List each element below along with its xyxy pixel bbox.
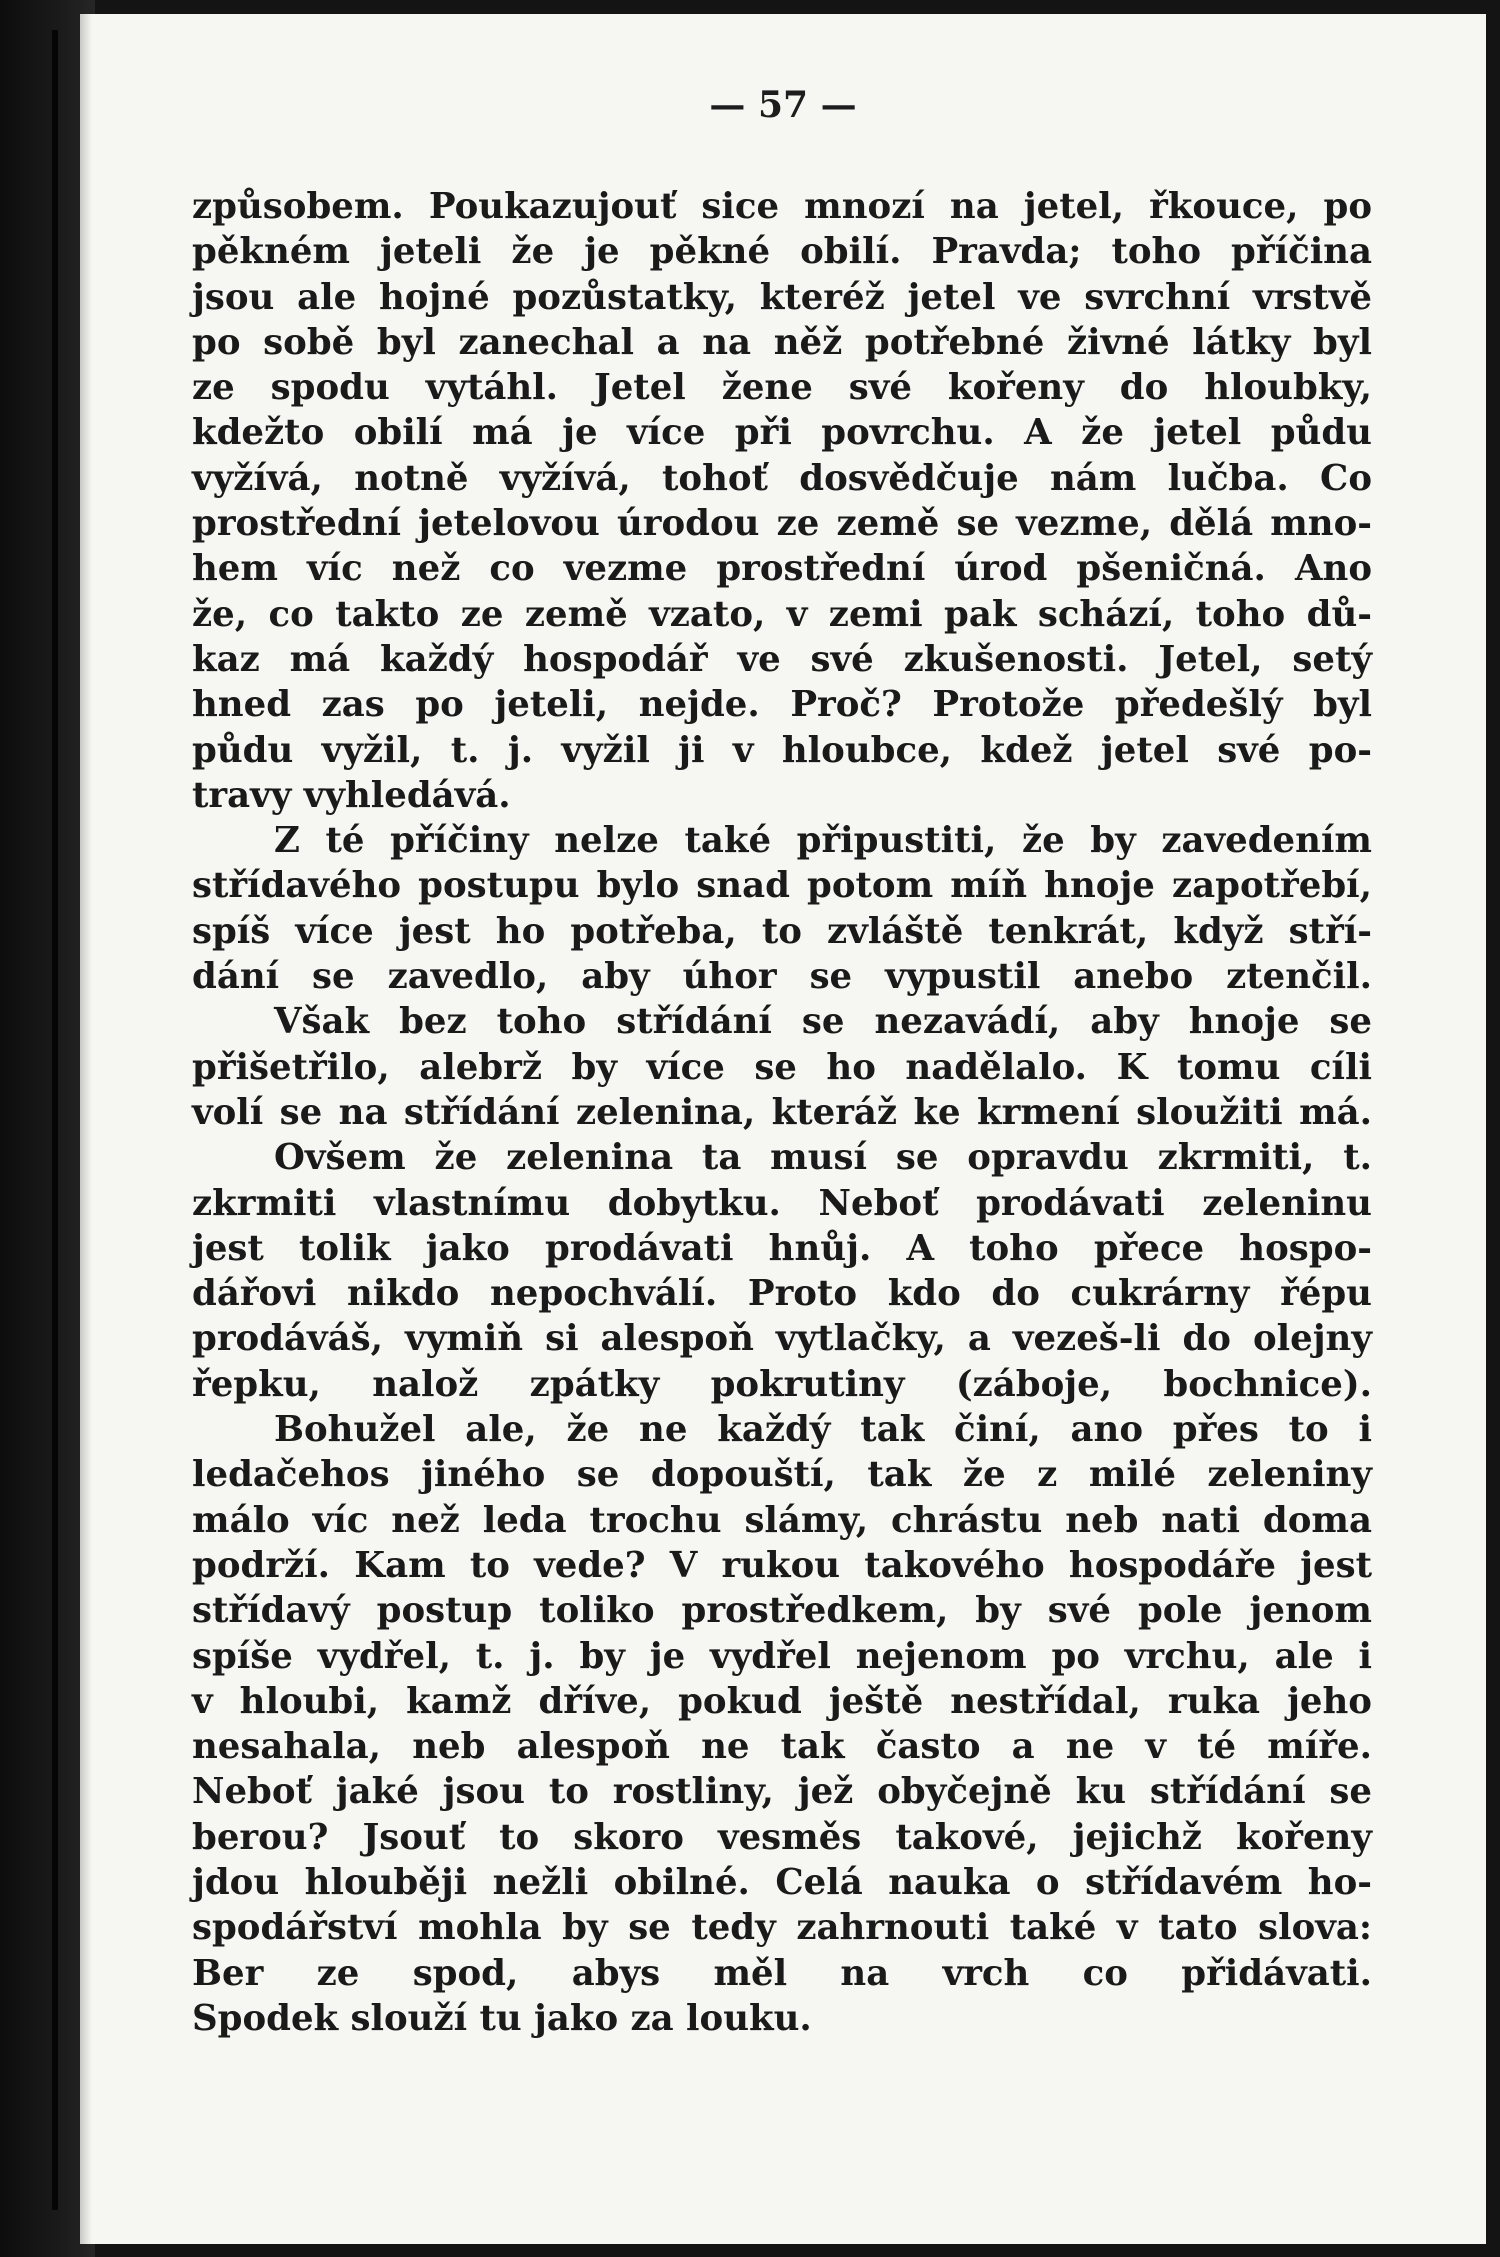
text-line: spodářství mohla by se tedy zahrnouti také v tato slova: (192, 1907, 1372, 1949)
text-line: travy vyhledává. (192, 774, 511, 816)
text-line: kdežto obilí má je více při povrchu. A že jetel půdu (192, 412, 1372, 454)
text-line: prostřední jetelovou úrodou ze země se vezme, dělá mno- (192, 503, 1372, 545)
text-line: jsou ale hojné pozůstatky, kteréž jetel ve svrchní vrstvě (192, 276, 1372, 318)
text-line: podrží. Kam to vede? V rukou takového hospodáře jest (192, 1544, 1372, 1586)
text-line: málo víc než leda trochu slámy, chrástu neb nati doma (192, 1499, 1372, 1541)
text-line: vyžívá, notně vyžívá, tohoť dosvědčuje nám lučba. Co (192, 457, 1372, 499)
text-line: spíš více jest ho potřeba, to zvláště tenkrát, když stří- (192, 910, 1372, 952)
text-line: ze spodu vytáhl. Jetel žene své kořeny do hloubky, (192, 367, 1372, 409)
paragraph (192, 818, 1372, 863)
text-line: přišetřilo, alebrž by více se ho nadělalo. K tomu cíli (192, 1046, 1372, 1088)
text-line: Z té příčiny nelze také připustiti, že by zavedením (274, 820, 1372, 862)
page-number: — 57 — (709, 84, 857, 126)
book-page (80, 14, 1486, 2244)
text-line: prodáváš, vymiň si alespoň vytlačky, a vezeš-li do olejny (192, 1318, 1372, 1360)
paragraph (192, 1045, 1372, 1136)
text-line: jest tolik jako prodávati hnůj. A toho přece hospo- (192, 1227, 1372, 1269)
text-line: nesahala, neb alespoň ne tak často a ne v té míře. (192, 1726, 1372, 1768)
text-line: střídavého postupu bylo snad potom míň hnoje zapotřebí, (192, 865, 1372, 907)
paragraph (192, 1181, 1372, 1407)
text-line: Spodek slouží tu jako za louku. (192, 1997, 812, 2039)
text-line: volí se na střídání zelenina, kteráž ke krmení sloužiti má. (192, 1091, 1372, 1133)
text-line: v hloubi, kamž dříve, pokud ještě nestřídal, ruka jeho (192, 1680, 1372, 1722)
text-line: že, co takto ze země vzato, v zemi pak schází, toho dů- (192, 593, 1372, 635)
text-line: hem víc než co vezme prostřední úrod pšeničná. Ano (192, 548, 1372, 590)
text-line: dářovi nikdo nepochválí. Proto kdo do cukrárny řépu (192, 1273, 1372, 1315)
text-line: hned zas po jeteli, nejde. Proč? Protože předešlý byl (192, 684, 1372, 726)
text-line: zkrmiti vlastnímu dobytku. Neboť prodávati zeleninu (192, 1182, 1372, 1224)
text-line: Bohužel ale, že ne každý tak činí, ano přes to i (274, 1409, 1372, 1451)
paragraph-end (192, 773, 1372, 818)
paragraph-end (192, 1996, 1372, 2041)
text-line: způsobem. Poukazujouť sice mnozí na jetel, řkouce, po (192, 186, 1372, 227)
paragraph (192, 863, 1372, 999)
paragraph (192, 1407, 1372, 1452)
text-line: spíše vydřel, t. j. by je vydřel nejenom po vrchu, ale i (192, 1635, 1372, 1677)
paragraph (192, 999, 1372, 1044)
text-line: ledačehos jiného se dopouští, tak že z milé zeleniny (192, 1454, 1372, 1496)
page-edge-shadow (80, 14, 92, 2244)
text-line: dání se zavedlo, aby úhor se vypustil anebo ztenčil. (192, 956, 1372, 998)
text-line: pěkném jeteli že je pěkné obilí. Pravda; toho příčina (192, 231, 1372, 273)
paragraph (192, 1135, 1372, 1180)
text-line: jdou hlouběji nežli obilné. Celá nauka o střídavém ho- (192, 1861, 1372, 1903)
text-line: řepku, nalož zpátky pokrutiny (záboje, bochnice). (192, 1363, 1372, 1405)
paragraph (192, 1452, 1372, 1996)
text-line: berou? Jsouť to skoro vesměs takové, jejichž kořeny (192, 1816, 1372, 1858)
text-line: kaz má každý hospodář ve své zkušenosti. Jetel, setý (192, 638, 1372, 680)
text-line: Neboť jaké jsou to rostliny, jež obyčejně ku střídání se (192, 1771, 1372, 1813)
text-line: střídavý postup toliko prostředkem, by své pole jenom (192, 1590, 1372, 1632)
text-line: po sobě byl zanechal a na něž potřebné živné látky byl (192, 321, 1372, 363)
paragraph (192, 184, 1372, 773)
text-line: Ovšem že zelenina ta musí se opravdu zkrmiti, t. (274, 1137, 1372, 1179)
text-line: půdu vyžil, t. j. vyžil ji v hloubce, kdež jetel své po- (192, 729, 1372, 771)
text-line: Však bez toho střídání se nezavádí, aby hnoje se (274, 1001, 1372, 1043)
text-line: Ber ze spod, abys měl na vrch co přidávati. (192, 1952, 1372, 1994)
page-text (192, 184, 1372, 2041)
book-gutter-line (52, 30, 58, 2210)
